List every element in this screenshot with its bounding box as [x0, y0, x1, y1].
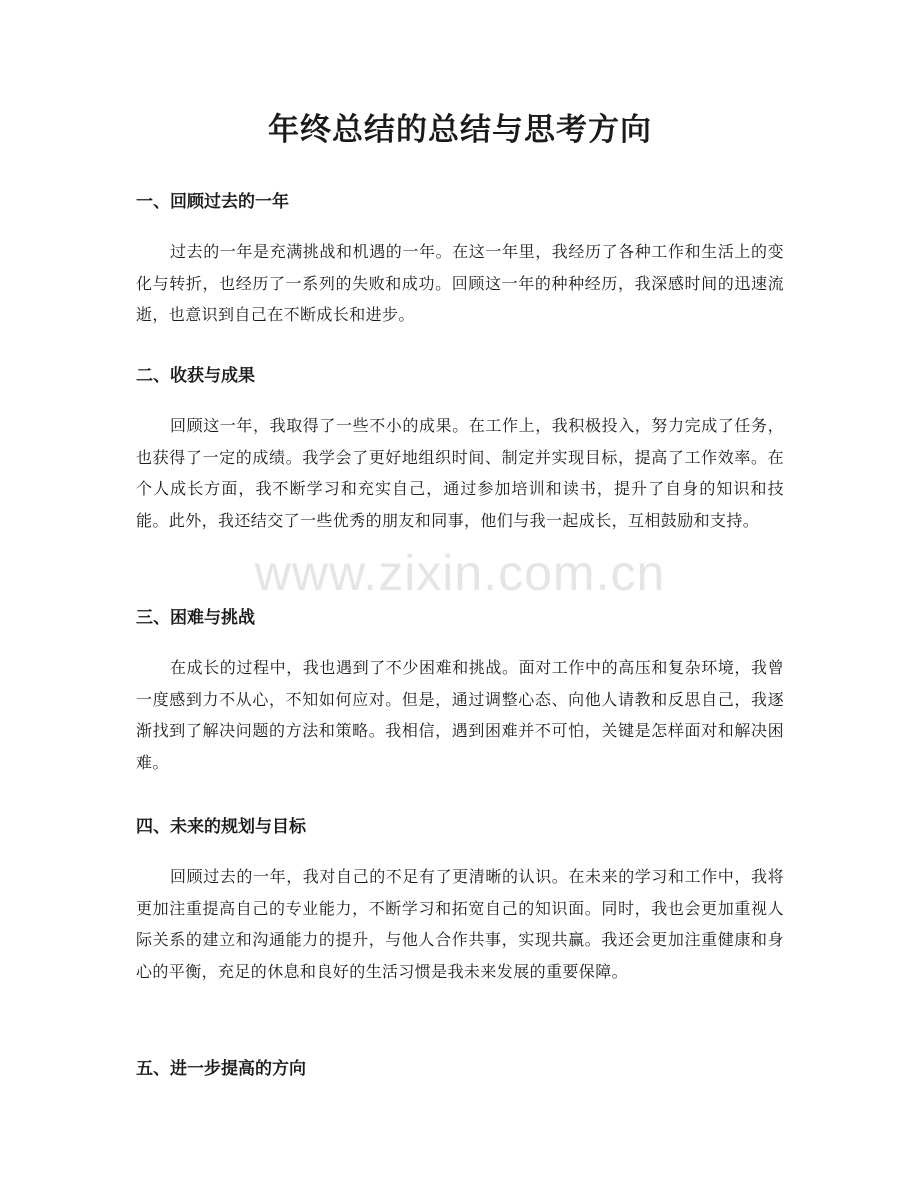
- section-heading-1: 一、回顾过去的一年: [136, 192, 289, 212]
- watermark: www.zixin.com.cn: [254, 545, 666, 601]
- section-heading-4: 四、未来的规划与目标: [136, 817, 306, 837]
- section-paragraph-4: 回顾过去的一年，我对自己的不足有了更清晰的认识。在未来的学习和工作中，我将更加注重提高自己的专业能力，不断学习和拓宽自己的知识面。同时，我也会更加重视人际关系的建立和沟通能力的提升，与他人合作共事，实现共赢。我还会更加注重健康和身心的平衡，充足的休息和良好的生活习惯是我未来发展的重要保障。: [136, 867, 784, 981]
- section-paragraph-2: 回顾这一年，我取得了一些不小的成果。在工作上，我积极投入，努力完成了任务，也获得了一定的成绩。我学会了更好地组织时间、制定并实现目标，提高了工作效率。在个人成长方面，我不断学习和充实自己，通过参加培训和读书，提升了自身的知识和技能。此外，我还结交了一些优秀的朋友和同事，他们与我一起成长，互相鼓励和支持。: [136, 416, 784, 530]
- section-heading-2: 二、收获与成果: [136, 366, 255, 386]
- section-paragraph-1: 过去的一年是充满挑战和机遇的一年。在这一年里，我经历了各种工作和生活上的变化与转折，也经历了一系列的失败和成功。回顾这一年的种种经历，我深感时间的迅速流逝，也意识到自己在不断成长和进步。: [136, 242, 784, 325]
- section-heading-3: 三、困难与挑战: [136, 608, 255, 628]
- section-paragraph-3: 在成长的过程中，我也遇到了不少困难和挑战。面对工作中的高压和复杂环境，我曾一度感到力不从心，不知如何应对。但是，通过调整心态、向他人请教和反思自己，我逐渐找到了解决问题的方法和策略。我相信，遇到困难并不可怕，关键是怎样面对和解决困难。: [136, 658, 784, 772]
- document-title: 年终总结的总结与思考方向: [268, 112, 652, 148]
- section-heading-5: 五、进一步提高的方向: [136, 1059, 306, 1079]
